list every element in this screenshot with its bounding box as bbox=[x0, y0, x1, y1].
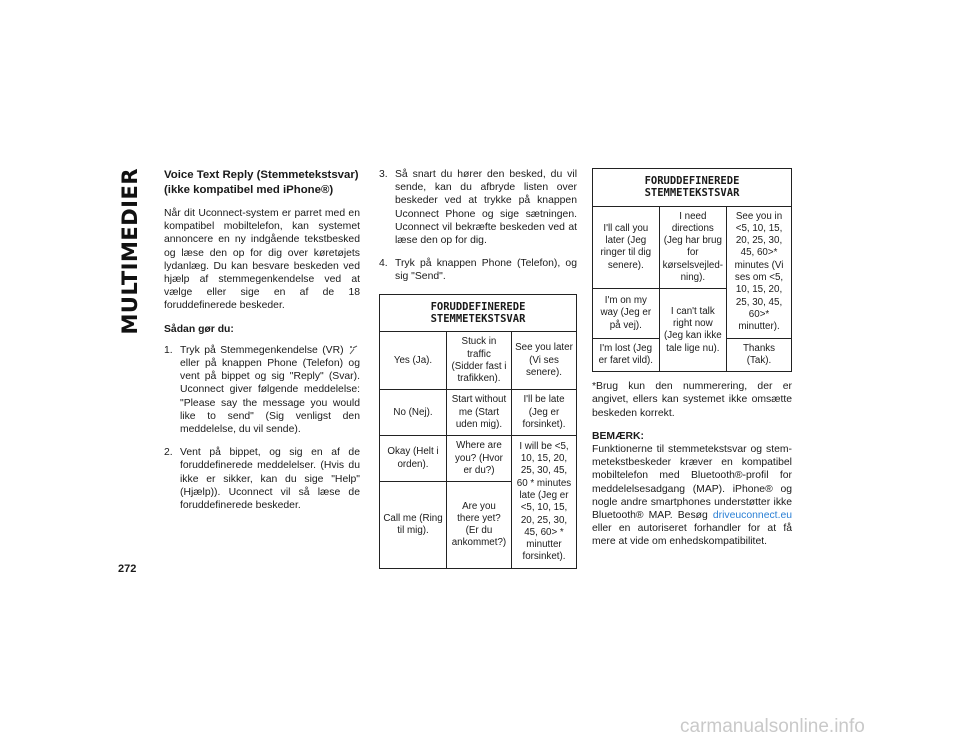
table-cell: Where are you? (Hvor er du?) bbox=[446, 436, 511, 482]
note-paragraph bbox=[592, 443, 792, 549]
table-cell: Thanks (Tak). bbox=[727, 338, 792, 372]
page-number: 272 bbox=[118, 563, 137, 575]
how-to-subheading: Sådan gør du: bbox=[164, 323, 234, 335]
table-cell: I'm lost (Jeg er faret vild). bbox=[593, 338, 660, 372]
column-right bbox=[592, 168, 792, 559]
steps-list bbox=[164, 344, 360, 512]
list-item bbox=[379, 257, 577, 283]
table-row bbox=[593, 206, 792, 289]
column-middle bbox=[379, 168, 577, 569]
list-item bbox=[164, 344, 360, 436]
table-title: FORUDDEFINEREDE STEMMETEKSTSVAR bbox=[593, 169, 792, 207]
step-number: 4. bbox=[379, 258, 388, 270]
column-left bbox=[164, 168, 360, 522]
table-cell: I'll be late (Jeg er forsinket). bbox=[511, 390, 576, 436]
table-row bbox=[380, 390, 577, 436]
note-text: Funktionerne til stemmetekstsvar og stemmetekstbeskeder kræver en kompatibel mobiltelefon med Bluetooth®-profil for meddelelsesadgang (MAP). iPhone® og nogle andre smartphones understøtter ikke Bluetooth® MAP. Besøg bbox=[592, 443, 792, 521]
section-side-label: MULTIMEDIER bbox=[118, 168, 142, 335]
table-cell: Call me (Ring til mig). bbox=[380, 482, 447, 569]
note-text: eller en autoriseret forhandler for at få mere at vide om enhedskompatibilitet. bbox=[592, 523, 792, 548]
table-cell: No (Nej). bbox=[380, 390, 447, 436]
table-cell: See you later (Vi ses senere). bbox=[511, 332, 576, 390]
section-heading: Voice Text Reply (Stemmetekstsvar) (ikke kompatibel med iPhone®) bbox=[164, 169, 359, 196]
table-cell: I need directions (Jeg har brug for kørselsvejledning). bbox=[659, 206, 726, 289]
step-number: 2. bbox=[164, 447, 173, 459]
table-cell: Yes (Ja). bbox=[380, 332, 447, 390]
table-cell: See you in <5, 10, 15, 20, 25, 30, 45, 60>* minutes (Vi ses om <5, 10, 15, 20, 25, 30, 45, 60>* minutter). bbox=[727, 206, 792, 338]
table-cell: Stuck in traffic (Sidder fast i trafikken). bbox=[446, 332, 511, 390]
step-number: 3. bbox=[379, 169, 388, 180]
step-text: Vent på bippet, og sig en af de foruddefinerede meddelelser. (Hvis du ikke er sikker, kan du sige "Help" (Hjælp)). Uconnect vil så læse de foruddefinerede beskeder. bbox=[180, 447, 360, 512]
note-title: BEMÆRK: bbox=[592, 430, 644, 442]
step-text: eller på knappen Phone (Telefon) og vent på bippet og sig "Reply" (Svar). Uconnect giver følgende meddelelse: "Please say the message you would like to send" (Sig venligst den meddelelse, du vil sende). bbox=[180, 358, 360, 436]
list-item bbox=[164, 446, 360, 512]
step-text: Tryk på Stemmegenkendelse (VR) bbox=[180, 344, 344, 356]
predefined-replies-table bbox=[379, 294, 577, 570]
predefined-replies-table-continued bbox=[592, 168, 792, 372]
table-cell: Okay (Helt i orden). bbox=[380, 436, 447, 482]
step-text: Tryk på knappen Phone (Telefon), og sig "Send". bbox=[395, 258, 577, 283]
table-row bbox=[380, 436, 577, 482]
table-cell: I'll call you later (Jeg ringer til dig senere). bbox=[593, 206, 660, 289]
voice-recognition-icon bbox=[348, 345, 360, 355]
table-cell: Start without me (Start uden mig). bbox=[446, 390, 511, 436]
website-link[interactable]: driveuconnect.eu bbox=[712, 509, 793, 521]
footnote: *Brug kun den nummerering, der er angivet, ellers kan systemet ikke omsætte beskeden korrekt. bbox=[592, 381, 792, 419]
step-number: 1. bbox=[164, 344, 173, 356]
table-cell: Are you there yet? (Er du ankommet?) bbox=[446, 482, 511, 569]
table-row bbox=[380, 332, 577, 390]
watermark-logo: carmanualsonline.info bbox=[680, 716, 865, 737]
step-text: Så snart du hører den besked, du vil sende, kan du afbryde listen over beskeder ved at trykke på knappen Uconnect Phone og sige sætningen. Uconnect vil bekræfte beskeden ved at læse den op for dig. bbox=[395, 169, 577, 247]
steps-list-continued bbox=[379, 168, 577, 284]
table-title: FORUDDEFINEREDE STEMMETEKSTSVAR bbox=[380, 294, 577, 332]
table-cell: I'm on my way (Jeg er på vej). bbox=[593, 289, 660, 338]
intro-paragraph: Når dit Uconnect-system er parret med en kompatibel mobiltelefon, kan systemet annoncere en ny indgående tekstbesked og læse den op for dig over køretøjets lydanlæg. Du kan besvare beskeden ved hjælp af stemmegenkendelse ved at vælge eller sige en af de 18 foruddefinerede beskeder. bbox=[164, 208, 360, 312]
list-item bbox=[379, 168, 577, 247]
table-cell: I can't talk right now (Jeg kan ikke tale lige nu). bbox=[659, 289, 726, 372]
table-cell: I will be <5, 10, 15, 20, 25, 30, 45, 60 * minutes late (Jeg er <5, 10, 15, 20, 25, 30, 45, 60> * minutter forsinket). bbox=[511, 436, 576, 569]
